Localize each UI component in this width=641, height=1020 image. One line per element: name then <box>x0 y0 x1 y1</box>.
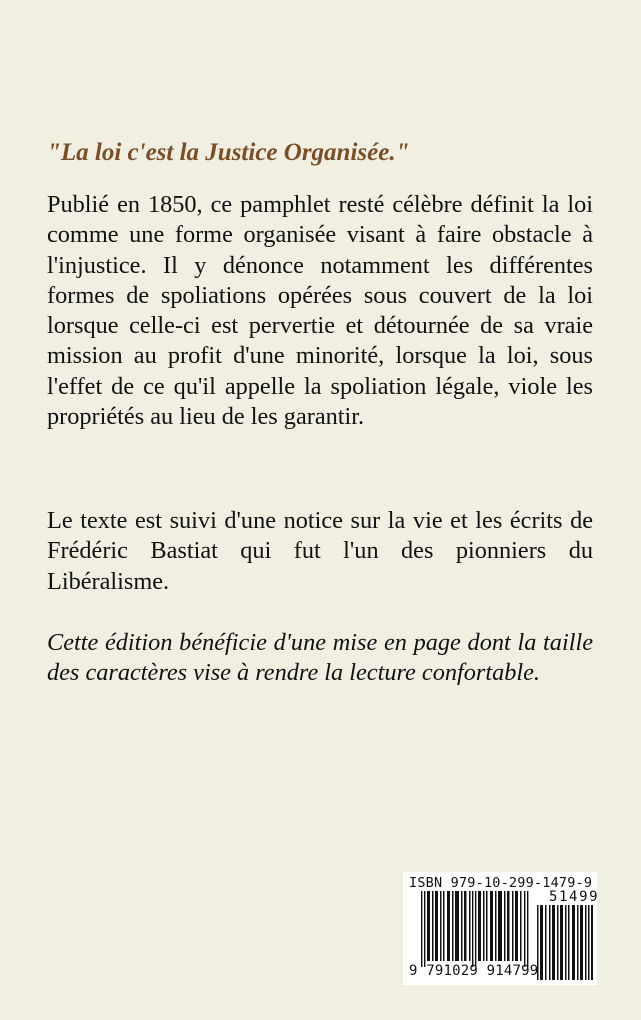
isbn-label: ISBN 979-10-299-1479-9 <box>409 875 593 891</box>
ean-digits: 9 791029 914799 <box>409 963 539 979</box>
barcode-icon <box>421 891 529 967</box>
cover-quote: "La loi c'est la Justice Organisée." <box>47 139 410 166</box>
edition-note-paragraph: Cette édition bénéficie d'une mise en page dont la taille des caractères vise à rendre la lecture confortable. <box>47 629 593 687</box>
addon-digits: 51499 <box>549 889 600 905</box>
isbn-barcode-box <box>403 872 600 985</box>
addon-barcode-icon <box>537 905 593 980</box>
description-paragraph: Publié en 1850, ce pamphlet resté célèbre définit la loi comme une forme organisée visant à faire obstacle à l'injustice. Il y dénonce notamment les différentes formes de spoliations opérées sous couvert de la loi lorsque celle-ci est pervertie et détournée de sa vraie mission au profit d'une minorité, lorsque la loi, sous l'effet de ce qu'il appelle la spoliation légale, viole les propriétés au lieu de les garantir. <box>47 191 593 431</box>
author-notice-paragraph: Le texte est suivi d'une notice sur la vie et les écrits de Frédéric Bastiat qui fut l'un des pionniers du Libéralisme. <box>47 507 593 595</box>
